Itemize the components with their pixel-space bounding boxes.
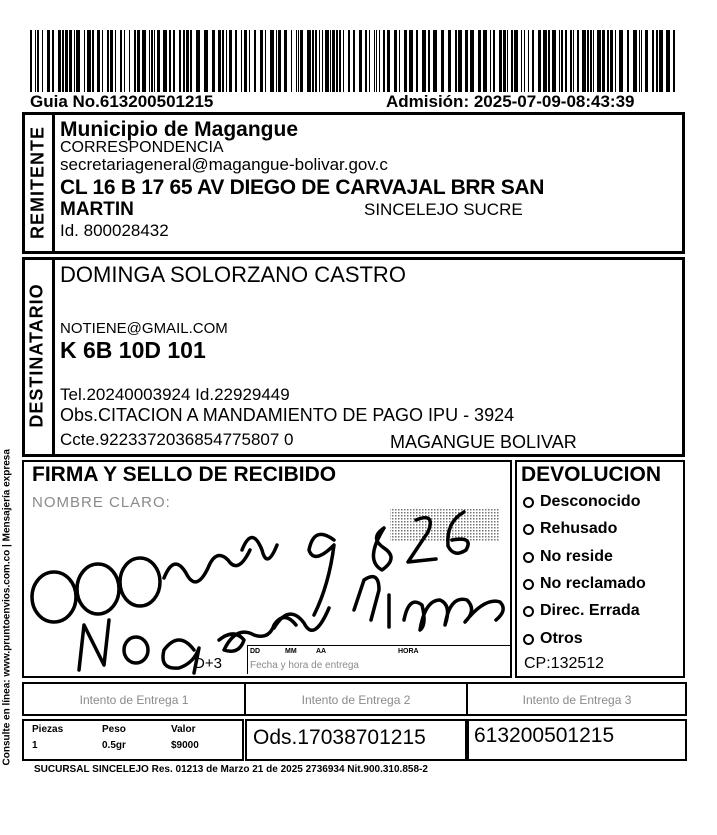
- barcode-bar: [110, 30, 113, 92]
- barcode-bar: [511, 30, 513, 92]
- admission-date: Admisión: 2025-07-09-08:43:39: [386, 92, 635, 111]
- barcode-bar: [179, 30, 181, 92]
- barcode-bar: [478, 30, 481, 92]
- barcode-bar: [659, 30, 663, 92]
- barcode-bar: [222, 30, 224, 92]
- date-label-mm: MM: [285, 648, 297, 655]
- barcode-bar: [319, 30, 320, 92]
- barcode-bar: [312, 30, 314, 92]
- sender-id: Id. 800028432: [60, 221, 169, 240]
- postal-code: CP:132512: [524, 655, 605, 672]
- barcode-bar: [597, 30, 601, 92]
- barcode-bar: [30, 30, 32, 92]
- return-option-label: Direc. Errada: [540, 602, 640, 619]
- package-value: $9000: [171, 740, 199, 751]
- barcode-bar: [619, 30, 623, 92]
- date-label-aa: AA: [316, 648, 327, 655]
- barcode-bar: [514, 30, 518, 92]
- barcode-bar: [163, 30, 167, 92]
- barcode-bar: [577, 30, 579, 92]
- barcode-bar: [336, 30, 338, 92]
- package-header-value: Valor: [171, 724, 196, 735]
- return-option-label: No reside: [540, 548, 613, 565]
- barcode-bar: [548, 30, 550, 92]
- package-weight: 0.5gr: [102, 740, 126, 751]
- return-option-no-reclamado[interactable]: [523, 575, 646, 593]
- barcode-bar: [254, 30, 256, 92]
- barcode-bar: [229, 30, 232, 92]
- barcode-bar: [524, 30, 525, 92]
- barcode-bar: [204, 30, 208, 92]
- barcode-bar: [610, 30, 613, 92]
- recipient-email: NOTIENE@GMAIL.COM: [60, 320, 228, 337]
- barcode-bar: [115, 30, 116, 92]
- barcode-bar: [593, 30, 594, 92]
- barcode-bar: [190, 30, 192, 92]
- barcode-bar: [465, 30, 468, 92]
- barcode-bar: [666, 30, 670, 92]
- barcode-bar: [458, 30, 462, 92]
- barcode-bar: [97, 30, 100, 92]
- sender-city: SINCELEJO SUCRE: [364, 200, 523, 219]
- barcode-bar: [521, 30, 522, 92]
- barcode-bar: [226, 30, 227, 92]
- barcode-bar: [433, 30, 437, 92]
- sender-email: secretariageneral@magangue-bolivar.gov.c: [60, 155, 388, 174]
- barcode-bar: [493, 30, 495, 92]
- barcode-bar: [399, 30, 400, 92]
- barcode-bar: [137, 30, 140, 92]
- barcode-bar: [490, 30, 491, 92]
- barcode-bar: [602, 30, 605, 92]
- barcode-bar: [186, 30, 189, 92]
- sender-address-line1: CL 16 B 17 65 AV DIEGO DE CARVAJAL BRR SAN: [60, 176, 545, 199]
- barcode-bar: [503, 30, 506, 92]
- delivery-days: D+3: [194, 655, 222, 672]
- barcode-bar: [448, 30, 451, 92]
- barcode-bar: [134, 30, 136, 92]
- barcode-bar: [673, 30, 675, 92]
- barcode-bar: [69, 30, 72, 92]
- barcode: [30, 30, 680, 92]
- barcode-bar: [142, 30, 146, 92]
- barcode-bar: [565, 30, 567, 92]
- barcode-bar: [570, 30, 572, 92]
- barcode-bar: [300, 30, 303, 92]
- barcode-bar: [359, 30, 362, 92]
- return-option-label: Desconocido: [540, 493, 641, 510]
- barcode-bar: [154, 30, 155, 92]
- barcode-bar: [532, 30, 534, 92]
- barcode-bar: [353, 30, 355, 92]
- receipt-title: FIRMA Y SELLO DE RECIBIDO: [32, 463, 337, 486]
- barcode-bar: [483, 30, 487, 92]
- barcode-bar: [249, 30, 250, 92]
- barcode-bar: [376, 30, 377, 92]
- barcode-bar: [157, 30, 160, 92]
- barcode-bar: [652, 30, 654, 92]
- barcode-bar: [645, 30, 648, 92]
- barcode-bar: [379, 30, 380, 92]
- order-number: Ods.17038701215: [253, 726, 426, 749]
- barcode-bar: [330, 30, 331, 92]
- barcode-bar: [260, 30, 263, 92]
- barcode-bar: [404, 30, 407, 92]
- return-option-desconocido[interactable]: [523, 493, 640, 511]
- barcode-bar: [52, 30, 54, 92]
- barcode-bar: [387, 30, 390, 92]
- radio-icon: [523, 634, 534, 645]
- tracking-number: 613200501215: [474, 724, 615, 747]
- return-option-rehusado[interactable]: [523, 520, 617, 538]
- package-header-weight: Peso: [102, 724, 126, 735]
- barcode-bar: [58, 30, 61, 92]
- barcode-bar: [107, 30, 109, 92]
- barcode-bar: [383, 30, 385, 92]
- return-option-label: Rehusado: [540, 520, 618, 537]
- barcode-bar: [62, 30, 64, 92]
- radio-icon: [523, 606, 534, 617]
- barcode-bar: [348, 30, 350, 92]
- barcode-bar: [278, 30, 281, 92]
- recipient-phone-id: Tel.20240003924 Id.22929449: [60, 385, 290, 404]
- barcode-bar: [37, 30, 39, 92]
- barcode-bar: [284, 30, 287, 92]
- barcode-bar: [124, 30, 125, 92]
- barcode-bar: [573, 30, 574, 92]
- barcode-bar: [298, 30, 299, 92]
- barcode-bar: [120, 30, 122, 92]
- barcode-bar: [241, 30, 242, 92]
- barcode-bar: [102, 30, 103, 92]
- sender-label: REMITENTE: [27, 126, 48, 240]
- recipient-label: DESTINATARIO: [26, 283, 47, 428]
- barcode-bar: [656, 30, 658, 92]
- barcode-bar: [543, 30, 547, 92]
- return-option-direc-errada[interactable]: [523, 602, 640, 620]
- side-website-text: Consulte en línea: www.pruntoenvios.com.co | Mensajería expresa: [1, 449, 13, 766]
- barcode-bar: [428, 30, 430, 92]
- barcode-bar: [92, 30, 94, 92]
- barcode-bar: [470, 30, 474, 92]
- barcode-bar: [151, 30, 153, 92]
- barcode-bar: [374, 30, 375, 92]
- barcode-bar: [409, 30, 413, 92]
- return-option-label: No reclamado: [540, 575, 646, 592]
- barcode-bar: [394, 30, 397, 92]
- barcode-bar: [76, 30, 80, 92]
- barcode-bar: [84, 30, 85, 92]
- radio-icon: [523, 552, 534, 563]
- barcode-bar: [129, 30, 130, 92]
- package-pieces: 1: [32, 740, 38, 751]
- sender-address-line2: MARTIN: [60, 199, 134, 220]
- barcode-bar: [315, 30, 317, 92]
- guide-number: Guia No.613200501215: [30, 92, 214, 111]
- barcode-bar: [276, 30, 277, 92]
- barcode-bar: [296, 30, 297, 92]
- return-option-otros[interactable]: [523, 630, 583, 648]
- barcode-bar: [528, 30, 529, 92]
- barcode-bar: [627, 30, 629, 92]
- barcode-bar: [47, 30, 50, 92]
- barcode-bar: [183, 30, 185, 92]
- barcode-bar: [149, 30, 150, 92]
- recipient-address: K 6B 10D 101: [60, 337, 206, 363]
- barcode-bar: [499, 30, 502, 92]
- barcode-bar: [169, 30, 171, 92]
- barcode-bar: [633, 30, 637, 92]
- sender-name: Municipio de Magangue: [60, 118, 299, 141]
- barcode-bar: [339, 30, 341, 92]
- barcode-bar: [587, 30, 589, 92]
- barcode-bar: [173, 30, 175, 92]
- barcode-bar: [441, 30, 444, 92]
- recipient-name: DOMINGA SOLORZANO CASTRO: [60, 262, 406, 287]
- barcode-bar: [332, 30, 335, 92]
- barcode-bar: [325, 30, 329, 92]
- recipient-account: Ccte.9223372036854775807 0: [60, 430, 294, 449]
- recipient-observations: Obs.CITACION A MANDAMIENTO DE PAGO IPU - 3924: [60, 405, 515, 425]
- return-option-no-reside[interactable]: [523, 548, 613, 566]
- barcode-bar: [559, 30, 560, 92]
- date-label-hora: HORA: [398, 648, 419, 655]
- date-caption: Fecha y hora de entrega: [250, 660, 359, 671]
- delivery-attempt-2: Intento de Entrega 2: [301, 693, 411, 707]
- sender-department: CORRESPONDENCIA: [60, 139, 224, 156]
- barcode-bar: [639, 30, 640, 92]
- barcode-bar: [42, 30, 43, 92]
- barcode-bar: [212, 30, 215, 92]
- barcode-bar: [455, 30, 457, 92]
- barcode-bar: [561, 30, 563, 92]
- barcode-bar: [244, 30, 247, 92]
- barcode-bar: [615, 30, 616, 92]
- barcode-bar: [291, 30, 292, 92]
- barcode-bar: [196, 30, 200, 92]
- barcode-bar: [35, 30, 36, 92]
- barcode-bar: [218, 30, 221, 92]
- barcode-bar: [322, 30, 323, 92]
- barcode-bar: [87, 30, 91, 92]
- barcode-bar: [641, 30, 642, 92]
- barcode-bar: [365, 30, 367, 92]
- date-label-dd: DD: [250, 648, 261, 655]
- delivery-attempt-1: Intento de Entrega 1: [79, 693, 189, 707]
- barcode-bar: [552, 30, 556, 92]
- barcode-bar: [590, 30, 592, 92]
- barcode-bar: [507, 30, 508, 92]
- barcode-bar: [265, 30, 266, 92]
- barcode-bar: [416, 30, 418, 92]
- barcode-bar: [369, 30, 370, 92]
- barcode-bar: [74, 30, 75, 92]
- barcode-bar: [607, 30, 609, 92]
- barcode-bar: [270, 30, 274, 92]
- package-header-pieces: Piezas: [32, 724, 64, 735]
- barcode-bar: [422, 30, 426, 92]
- footer-text: SUCURSAL SINCELEJO Res. 01213 de Marzo 21 de 2025 2736934 Nit.900.310.858-2: [34, 764, 428, 775]
- radio-icon: [523, 524, 534, 535]
- name-field-label: NOMBRE CLARO:: [32, 494, 171, 511]
- barcode-bar: [582, 30, 586, 92]
- delivery-attempt-3: Intento de Entrega 3: [522, 693, 632, 707]
- radio-icon: [523, 497, 534, 508]
- barcode-bar: [343, 30, 344, 92]
- barcode-bar: [65, 30, 68, 92]
- barcode-bar: [307, 30, 311, 92]
- barcode-bar: [235, 30, 237, 92]
- barcode-bar: [538, 30, 541, 92]
- return-title: DEVOLUCION: [521, 463, 662, 486]
- radio-icon: [523, 579, 534, 590]
- return-option-label: Otros: [540, 630, 583, 647]
- recipient-city: MAGANGUE BOLIVAR: [390, 432, 577, 452]
